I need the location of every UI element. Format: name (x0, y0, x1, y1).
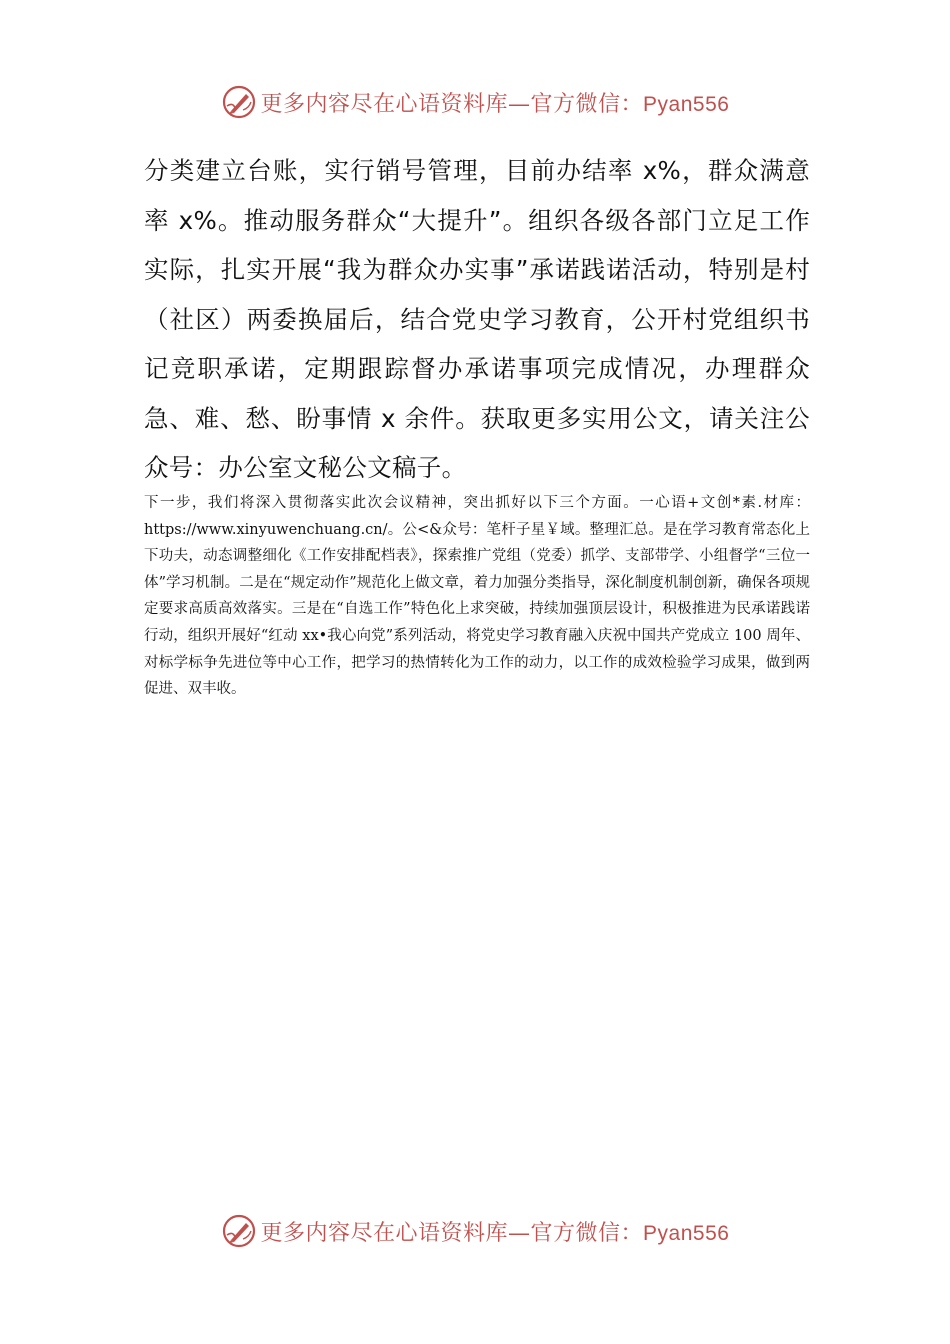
footer-banner (0, 1209, 950, 1253)
footer-wechat-id: Pyan556 (643, 1221, 730, 1245)
pen-logo-icon (221, 84, 257, 120)
header-banner-text (261, 87, 730, 118)
header-wechat-id: Pyan556 (643, 92, 730, 116)
pen-logo-icon (221, 1213, 257, 1249)
header-banner (0, 80, 950, 124)
header-banner-label: 更多内容尽在心语资料库—官方微信： (260, 91, 644, 117)
footer-banner-text (261, 1216, 730, 1247)
large-paragraph: 分类建立台账，实行销号管理，目前办结率 x%，群众满意率 x%。推动服务群众“大提升”。组织各级各部门立足工作实际，扎实开展“我为群众办实事”承诺践诺活动，特别是村（社区）两委换届后，结合党史学习教育，公开村党组织书记竞职承诺，定期跟踪督办承诺事项完成情况，办理群众急、难、愁、盼事情 x 余件。获取更多实用公文，请关注公众号：办公室文秘公文稿子。 (144, 156, 810, 482)
small-paragraph: 下一步，我们将深入贯彻落实此次会议精神，突出抓好以下三个方面。一心语+文创*素.材库：https://www.xinyuwenchuang.cn/。公<&众号：笔杆子星￥域。整理汇总。是在学习教育常态化上下功夫，动态调整细化《工作安排配档表》，探索推广党组（党委）抓学、支部带学、小组督学“三位一体”学习机制。二是在“规定动作”规范化上做文章，着力加强分类指导，深化制度机制创新，确保各项规定要求高质高效落实。三是在“自选工作”特色化上求突破，持续加强顶层设计，积极推进为民承诺践诺行动，组织开展好“红动 xx•我心向党”系列活动，将党史学习教育融入庆祝中国共产党成立 100 周年、对标学标争先进位等中心工作，把学习的热情转化为工作的动力，以工作的成效检验学习成果，做到两促进、双丰收。 (144, 495, 810, 698)
footer-banner-label: 更多内容尽在心语资料库—官方微信： (260, 1220, 644, 1246)
